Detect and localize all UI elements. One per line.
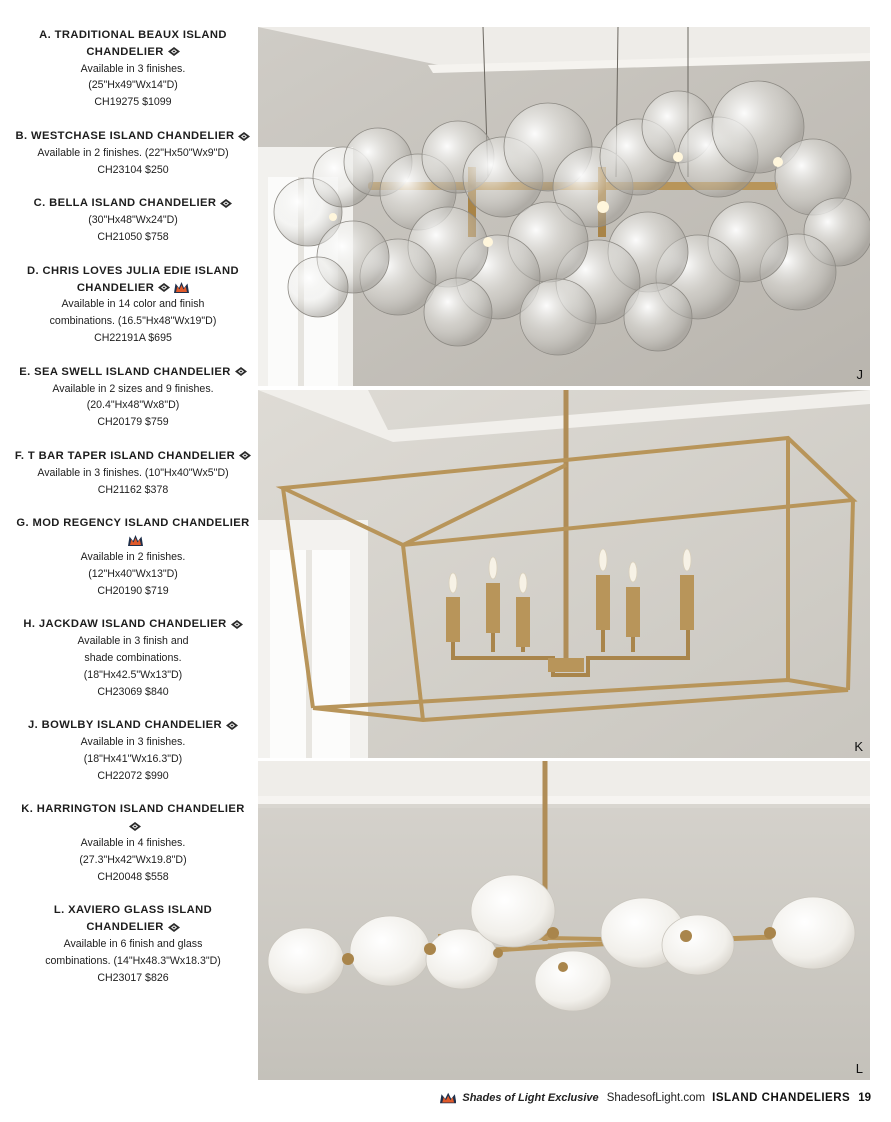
product-sku-price: CH20048 $558 — [97, 870, 169, 883]
product-detail: (18"Hx41"Wx16.3"D) — [83, 752, 183, 765]
photo-label-k: K — [854, 739, 863, 754]
product-name — [14, 717, 252, 734]
product-name — [14, 27, 252, 61]
website-link[interactable]: ShadesofLight.com — [606, 1092, 706, 1104]
product-detail: Available in 3 finishes. (10"Hx40"Wx5"D) — [37, 466, 229, 479]
product-name — [14, 195, 252, 212]
product-detail: (27.3"Hx42"Wx19.8"D) — [79, 853, 187, 866]
product-name — [14, 616, 252, 633]
product-entry — [14, 515, 252, 599]
diamond-badge-icon — [239, 451, 251, 460]
product-sku-price: CH20190 $719 — [97, 584, 169, 597]
product-name — [14, 801, 252, 835]
product-entry — [14, 195, 252, 245]
product-name-text: G. MOD REGENCY ISLAND CHANDELIER — [16, 517, 250, 530]
exclusive-label: Shades of Light Exclusive — [462, 1092, 599, 1104]
product-name-text: B. WESTCHASE ISLAND CHANDELIER — [15, 129, 235, 142]
product-name — [14, 128, 252, 145]
product-detail: Available in 2 sizes and 9 finishes. — [52, 382, 214, 395]
product-detail: (12"Hx40"Wx13"D) — [88, 567, 178, 580]
product-detail: (18"Hx42.5"Wx13"D) — [83, 668, 183, 681]
diamond-badge-icon — [238, 132, 250, 141]
product-list — [14, 27, 252, 1003]
product-name-text: K. HARRINGTON ISLAND CHANDELIER — [21, 803, 245, 816]
lantern-chandelier-image — [258, 390, 870, 758]
product-entry — [14, 616, 252, 700]
photo-label-j: J — [856, 367, 863, 382]
product-entry — [14, 128, 252, 178]
product-detail: combinations. (16.5"Hx48"Wx19"D) — [49, 315, 217, 328]
product-detail: combinations. (14"Hx48.3"Wx18.3"D) — [45, 954, 221, 967]
product-sku-price: CH21162 $378 — [97, 483, 169, 496]
diamond-badge-icon — [168, 923, 180, 932]
product-name-text: A. TRADITIONAL BEAUX ISLAND CHANDELIER — [39, 29, 227, 58]
product-detail: (25"Hx49"Wx14"D) — [88, 79, 178, 92]
page-number: 19 — [858, 1092, 871, 1104]
product-detail: Available in 3 finish and — [77, 635, 189, 648]
product-detail: Available in 6 finish and glass — [63, 938, 203, 951]
diamond-badge-icon — [231, 620, 243, 629]
product-entry — [14, 364, 252, 431]
product-entry — [14, 448, 252, 498]
diamond-badge-icon — [158, 283, 170, 292]
product-detail: Available in 3 finishes. — [80, 736, 186, 749]
product-sku-price: CH22191A $695 — [94, 331, 172, 344]
page-footer — [440, 1088, 871, 1108]
product-entry — [14, 717, 252, 784]
product-name-text: L. XAVIERO GLASS ISLAND CHANDELIER — [53, 904, 213, 934]
product-name — [14, 364, 252, 381]
diamond-badge-icon — [220, 199, 232, 208]
product-sku-price: CH22072 $990 — [97, 769, 169, 782]
product-sku-price: CH19275 $1099 — [94, 96, 172, 109]
product-entry — [14, 263, 252, 347]
product-name — [14, 263, 252, 297]
diamond-badge-icon — [235, 367, 247, 376]
diamond-badge-icon — [129, 822, 141, 831]
product-sku-price: CH23017 $826 — [97, 971, 169, 984]
product-name — [14, 515, 252, 549]
product-entry — [14, 27, 252, 111]
product-detail: shade combinations. — [84, 651, 182, 664]
product-detail: Available in 2 finishes. (22"Hx50"Wx9"D) — [37, 146, 229, 159]
product-sku-price: CH23104 $250 — [97, 163, 169, 176]
product-sku-price: CH21050 $758 — [97, 230, 169, 243]
product-name-text: E. SEA SWELL ISLAND CHANDELIER — [19, 365, 231, 378]
product-detail: Available in 14 color and finish — [61, 298, 205, 311]
product-entry — [14, 902, 252, 986]
product-name — [14, 902, 252, 936]
photo-bubble-chandelier — [258, 27, 870, 386]
product-detail: Available in 3 finishes. — [80, 62, 186, 75]
product-detail: (30"Hx48"Wx24"D) — [88, 214, 178, 227]
product-name-text: C. BELLA ISLAND CHANDELIER — [33, 197, 217, 210]
crown-exclusive-icon — [128, 535, 143, 546]
photo-label-l: L — [855, 1061, 863, 1076]
photo-lantern-chandelier — [258, 390, 870, 758]
product-sku-price: CH20179 $759 — [97, 416, 169, 429]
product-name-text: D. CHRIS LOVES JULIA EDIE ISLAND CHANDELIER — [27, 264, 239, 294]
product-name-text: H. JACKDAW ISLAND CHANDELIER — [23, 618, 227, 631]
globe-chandelier-image — [258, 761, 870, 1080]
crown-exclusive-icon — [174, 282, 189, 293]
product-sku-price: CH23069 $840 — [97, 685, 169, 698]
product-detail: Available in 2 finishes. — [80, 550, 186, 563]
product-name — [14, 448, 252, 465]
bubble-chandelier-image — [258, 27, 870, 386]
section-title: ISLAND CHANDELIERS — [712, 1092, 851, 1104]
product-detail: (20.4"Hx48"Wx8"D) — [86, 399, 180, 412]
product-detail: Available in 4 finishes. — [80, 837, 186, 850]
crown-exclusive-icon — [440, 1091, 456, 1105]
diamond-badge-icon — [226, 721, 238, 730]
photo-globe-chandelier — [258, 761, 870, 1080]
diamond-badge-icon — [168, 47, 180, 56]
product-name-text: J. BOWLBY ISLAND CHANDELIER — [28, 719, 222, 732]
product-name-text: F. T BAR TAPER ISLAND CHANDELIER — [14, 449, 236, 462]
product-entry — [14, 801, 252, 885]
